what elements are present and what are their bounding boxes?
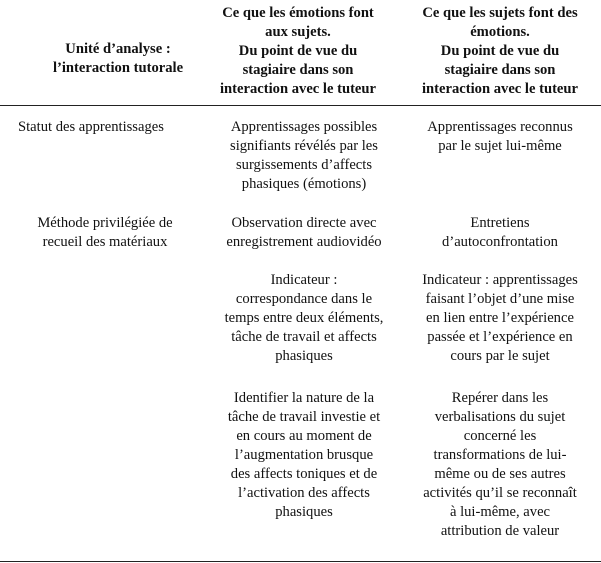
row-identifier-col3 [405,389,595,541]
row-indicateur-col2-line: temps entre deux éléments, [224,310,384,326]
header-col3-line: émotions. [470,24,530,40]
row-identifier-col2-line: en cours au moment de [236,428,372,444]
row-methode-col2-line: enregistrement audiovidéo [226,234,382,250]
row-indicateur-col3 [405,271,595,366]
row-statut-col2-line: signifiants révélés par les [230,138,378,154]
row-identifier-col2-line: l’activation des affects [238,485,370,501]
header-col3-line: Ce que les sujets font des [422,5,578,21]
row-statut-label: Statut des apprentissages [18,119,164,135]
row-statut-col3-line: Apprentissages reconnus [427,119,573,135]
row-methode-label-line: recueil des matériaux [42,234,168,250]
row-identifier-col3-line: activités qu’il se reconnaît [423,485,577,501]
row-statut-col3-line: par le sujet lui-même [438,138,562,154]
row-methode-label [10,214,200,252]
row-indicateur-col3-line: faisant l’objet d’une mise [425,291,575,307]
row-statut-col3 [405,118,595,156]
row-identifier-col2-line: phasiques [275,504,333,520]
header-col2-line: aux sujets. [265,24,331,40]
header-col1-line1: Unité d’analyse : [65,41,171,57]
header-col3-line: stagiaire dans son [444,62,556,78]
row-statut-col2-line: surgissements d’affects [235,157,373,173]
table-rule-header-bottom [0,105,601,106]
row-identifier-col2-line: tâche de travail investie et [227,409,381,425]
row-statut-col2-line: phasiques (émotions) [241,176,367,192]
row-identifier-col2-line: des affects toniques et de [230,466,378,482]
row-identifier-col2-line: Identifier la nature de la [233,390,375,406]
row-methode-label-line: Méthode privilégiée de [37,215,173,231]
row-indicateur-col3-line: cours par le sujet [450,348,550,364]
row-identifier-col3-line: verbalisations du sujet [434,409,566,425]
row-statut-col2-line: Apprentissages possibles [230,119,378,135]
row-indicateur-col3-line: Indicateur : apprentissages [422,272,578,288]
row-methode-col3-line: d’autoconfrontation [442,234,558,250]
header-col3 [405,4,595,99]
header-col3-line: interaction avec le tuteur [421,81,579,97]
row-identifier-col3-line: concerné les [463,428,537,444]
row-indicateur-col2-line: correspondance dans le [235,291,373,307]
row-methode-col3 [405,214,595,252]
header-col3-line: Du point de vue du [440,43,560,59]
header-col2-line: Ce que les émotions font [222,5,374,21]
row-methode-col3-line: Entretiens [470,215,530,231]
row-methode-col2 [208,214,400,252]
row-indicateur-col3-line: passée et l’expérience en [427,329,573,345]
row-statut-col2 [208,118,400,194]
header-col2-line: Du point de vue du [238,43,358,59]
header-col2-line: stagiaire dans son [242,62,354,78]
row-indicateur-col3-line: en lien entre l’expérience [426,310,574,326]
row-methode-col2-line: Observation directe avec [231,215,377,231]
row-identifier-col3-line: même ou de ses autres [434,466,566,482]
header-col1-line2: l’interaction tutorale [52,60,184,76]
row-identifier-col3-line: transformations de lui- [433,447,567,463]
row-indicateur-col2-line: phasiques [275,348,333,364]
row-identifier-col2 [208,389,400,522]
row-indicateur-col2 [208,271,400,366]
header-col2-line: interaction avec le tuteur [219,81,377,97]
row-indicateur-col2-line: Indicateur : [270,272,338,288]
row-identifier-col3-line: à lui-même, avec [449,504,551,520]
row-indicateur-col2-line: tâche de travail et affects [231,329,377,345]
header-col1 [18,40,218,78]
table-rule-bottom [0,561,601,562]
row-identifier-col3-line: Repérer dans les [451,390,549,406]
header-col2 [208,4,388,99]
row-identifier-col3-line: attribution de valeur [440,523,560,539]
row-identifier-col2-line: l’augmentation brusque [234,447,374,463]
